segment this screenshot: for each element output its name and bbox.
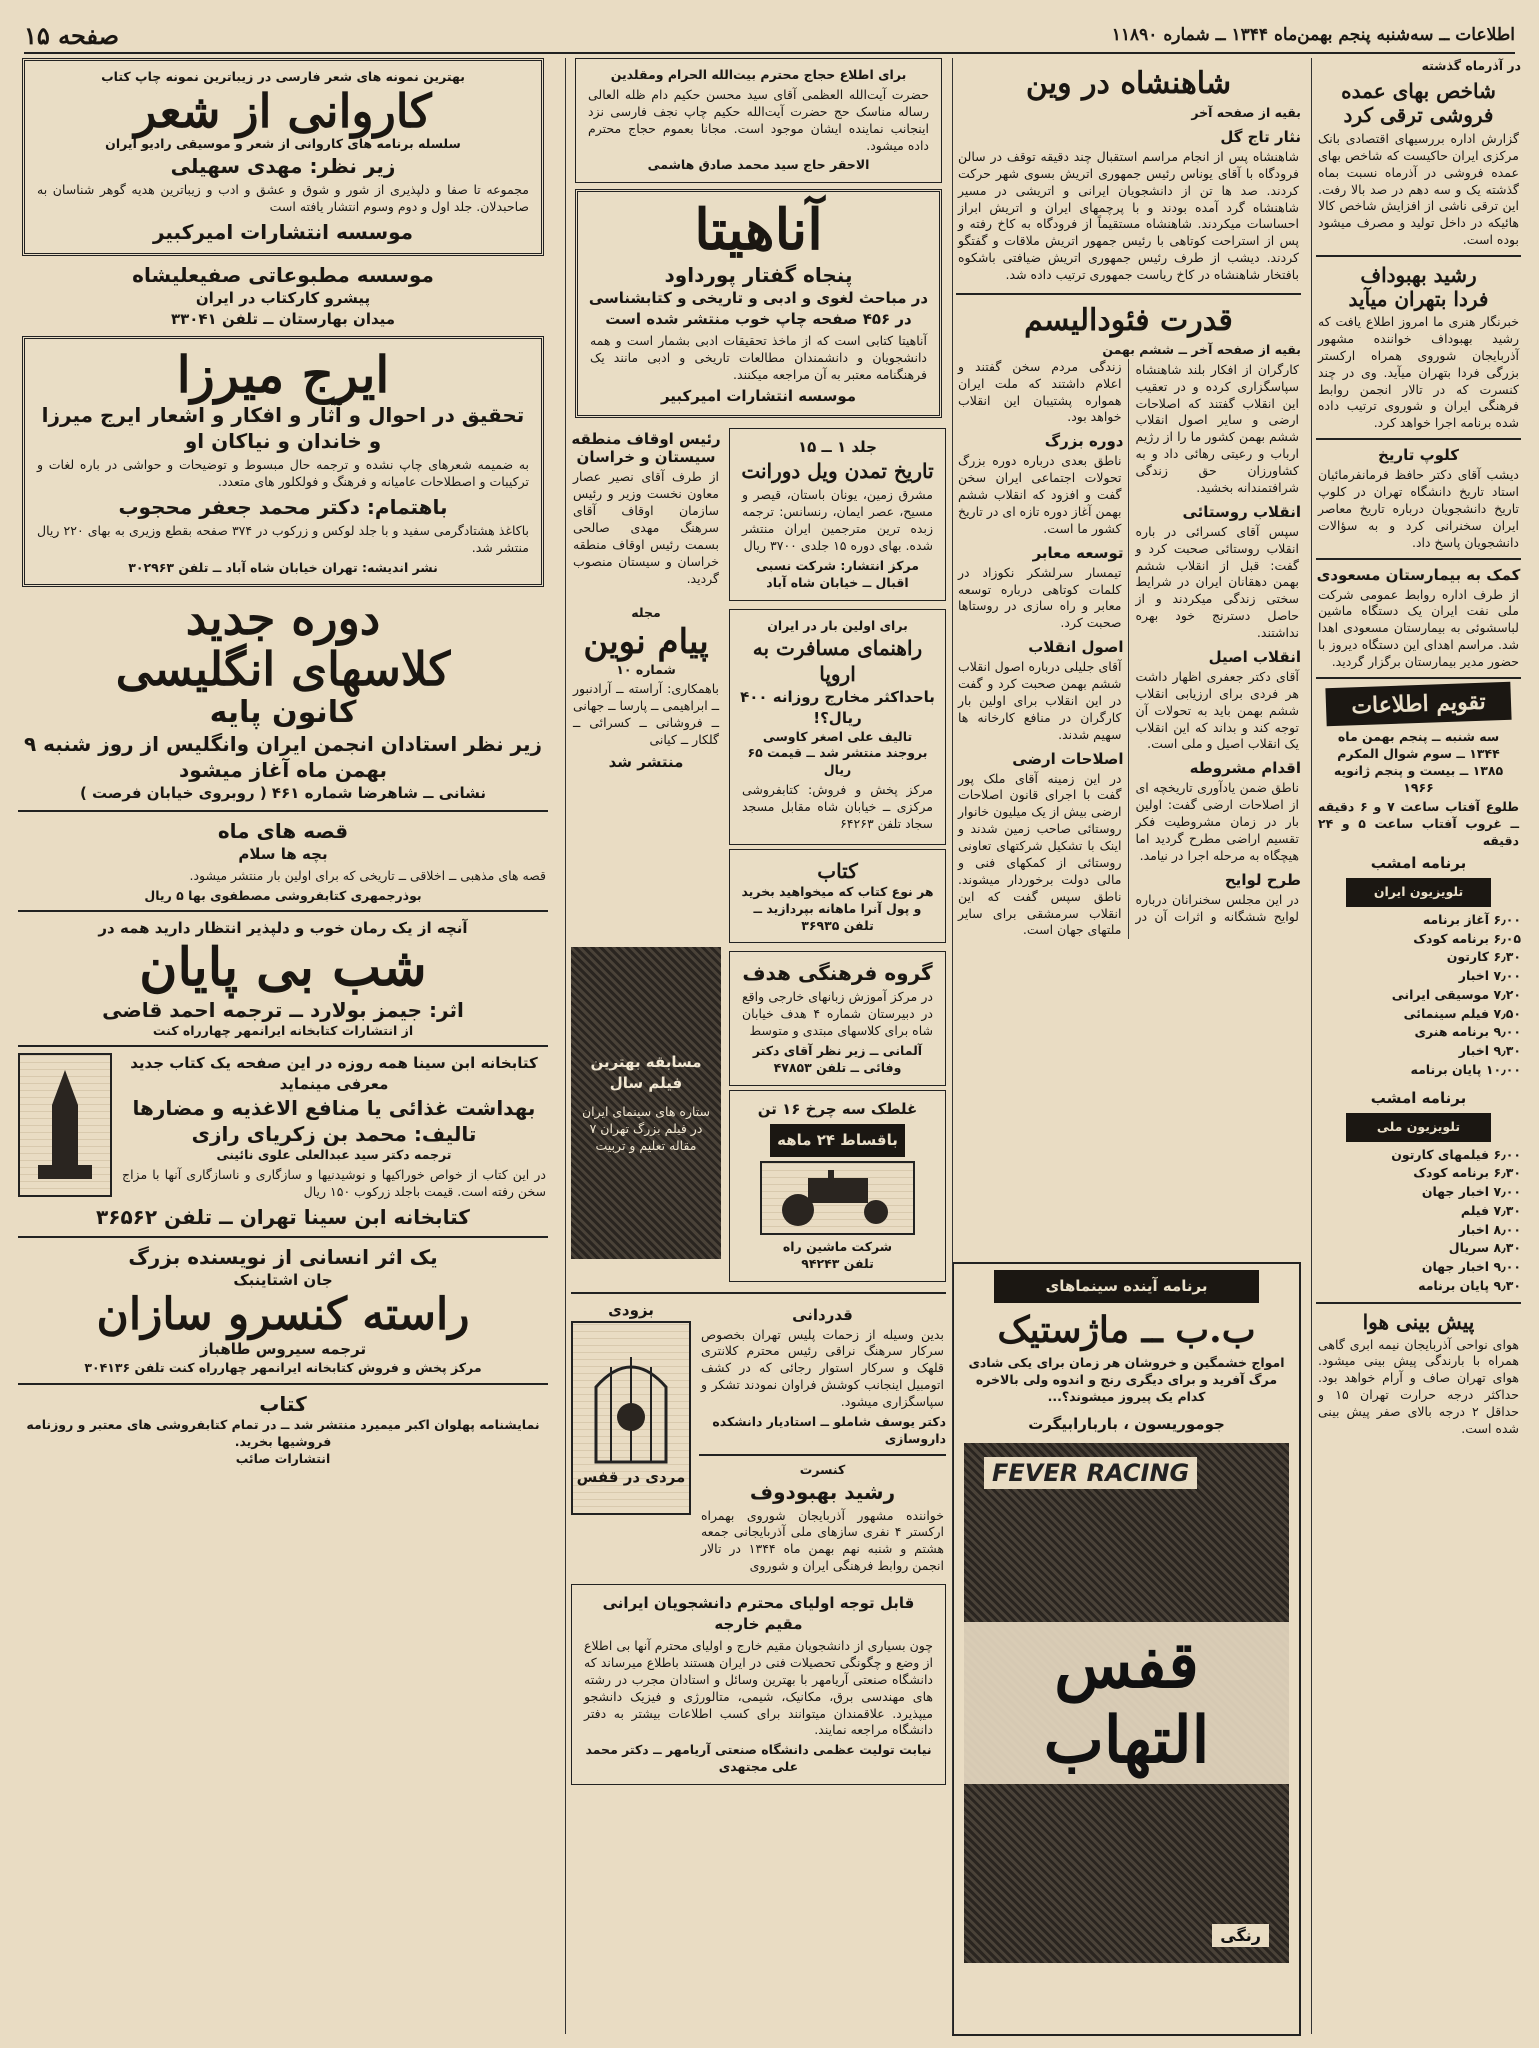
avicenna-address: کتابخانه ابن سینا تهران ــ تلفن ۳۶۵۶۲ (96, 1205, 470, 1230)
book-body: هر نوع کتاب که میخواهید بخرید و پول آنرا ماهانه بپردازید ــ تلفن ۳۶۹۳۵ (741, 883, 934, 933)
payam-label: مجله (631, 604, 661, 620)
payam-issue: شماره ۱۰ (616, 661, 676, 677)
divider (956, 293, 1301, 295)
schedule-item: ۹٫۳۰ پایان برنامه (1418, 1277, 1521, 1293)
schedule-item: ۶٫۳۰ برنامه کودک (1413, 1165, 1521, 1181)
europe-kicker: برای اولین بار در ایران (767, 617, 908, 633)
drama-ad (18, 1391, 548, 1468)
payam-contributors: باهمکاری: آراسته ــ آرادنبور ــ ابراهیمی ــ پارسا ــ جهانی ــ فروشانی ــ کسرائی ــ گلکار ــ کیانی (573, 681, 719, 748)
divider (699, 1454, 946, 1456)
divider (1316, 677, 1521, 679)
almanac-banner: تقویم اطلاعات (1325, 682, 1511, 726)
steinbeck-translator: ترجمه سیروس طاهباز (199, 1340, 367, 1359)
divider (18, 1045, 548, 1047)
schedule-item: ۶٫۳۰ کارتون (1446, 949, 1521, 965)
europe-address: مرکز پخش و فروش: کتابفروشی مرکزی ــ خیابان شاه مقابل مسجد سجاد تلفن ۶۴۲۶۳ (742, 782, 933, 831)
concert-body: خواننده مشهور آذربایجان شوروی بهمراه ارکستر ۴ نفری سازهای ملی آذربایجانی جمعه هشتم و شنبه نهم بهمن ماه ۱۳۴۴ در تالار انجمن روابط فرهنگی ایران و شوروی (701, 1507, 944, 1574)
stories-publisher: بوذرجمهری کتابفروشی مصطفوی بها ۵ ریال (144, 887, 422, 903)
english-address: نشانی ــ شاهرضا شماره ۴۶۱ ( روبروی خیابان فرصت ) (79, 783, 487, 802)
iraj-title: ایرج میرزا (176, 345, 390, 405)
feudal-subhead: اقدام مشروطه (1189, 759, 1301, 778)
column-rule (1311, 58, 1312, 2034)
schedule-item: ۷٫۲۰ موسیقی ایرانی (1391, 986, 1521, 1002)
iraj-address: نشر اندیشه: تهران خیابان شاه آباد ــ تلفن ۳۰۲۹۶۳ (128, 559, 438, 575)
feudal-paragraph: تیمسار سرلشکر نکوزاد در کلمات کوتاهی درباره توسعه معابر و راه سازی در روستاها صحبت کرد. (958, 564, 1122, 631)
price-index-headline: شاخص بهای عمده فروشی ترقی کرد (1341, 78, 1496, 127)
gratitude-body: بدین وسیله از زحمات پلیس تهران بخصوص سرکار سرهنگ نراقی رئیس محترم کلانتری قلهک و سرکار استوار رجائی که در کشف اتومبیل اینجانب کوشش فراوان نمودند تشکر و سپاسگزاری میشود. (701, 1326, 944, 1410)
header-dateline: اطلاعات ــ سه‌شنبه پنجم بهمن‌ماه ۱۳۴۴ ــ شماره ۱۱۸۹۰ (1111, 25, 1515, 45)
almanac-line: ۱۹۶۶ (1403, 779, 1434, 795)
cinema-tagline: امواج خشمگین و خروشان هر زمان برای یکی شادی مرگ آفرید و برای دیگری رنج و اندوه ولی بالاخره کدام یک پیروز میشوند؟... (968, 1355, 1285, 1404)
tv1-logo: تلویزیون ایران (1346, 878, 1491, 907)
cage-illustration (571, 1321, 691, 1515)
concert-label: کنسرت (799, 1461, 846, 1477)
avicenna-monument-image (18, 1053, 112, 1197)
feudal-subhead: طرح لوایح (1224, 870, 1301, 889)
schedule-item: ۹٫۳۰ اخبار (1458, 1043, 1521, 1059)
poetry-body: مجموعه تا صفا و دلپذیری از شور و شوق و عشق و ادب و زیباترین هدیه گوهر شناسان به صاحبدلان. جلد اول و دوم وسوم انتشار یافته است (37, 182, 529, 215)
avicenna-kicker: کتابخانه ابن سینا همه روزه در این صفحه یک کتاب جدید معرفی مینماید (130, 1054, 538, 1094)
iraj-author: باهتمام: دکتر محمد جعفر محجوب (118, 494, 448, 519)
schedule-item: ۸٫۳۰ سریال (1448, 1240, 1521, 1256)
feudal-paragraph: آقای جلیلی درباره اصول انقلاب ششم بهمن صحبت کرد و گفت در این انقلاب برای اولین بار کارگران در منافع کارخانه ها سهیم شدند. (958, 659, 1122, 742)
roller-title: غلطک سه چرخ ۱۶ تن (757, 1099, 918, 1118)
school-ad (729, 951, 946, 1085)
flower-kicker: بقیه از صفحه آخر (1191, 105, 1301, 120)
cinema-names: ب.ب ــ ماژستیک (997, 1309, 1256, 1351)
feudal-subhead: دوره بزرگ (1044, 432, 1124, 451)
novel-publisher: از انتشارات کتابخانه ایرانمهر چهارراه کنت (152, 1022, 414, 1038)
anahita-title: آناهیتا (694, 197, 823, 264)
anahita-desc: آناهیتا کتابی است که از ماخذ تحقیقات ادبی بشمار است و همه دانشجویان و دانشمندان مطالعات تاریخی و ادبی مانند یک فرهنگنامه معتبر به آن مراجعه میکنند. (590, 332, 927, 382)
feudal-body: کارگران از افکار بلند شاهنشاه سپاسگزاری کرده و در تعقیب این انقلاب گفتند که اصلاحات ارضی و سایر اصول انقلاب ششم بهمن کشور ما را از رژیم ارباب و رعیتی رهائی داد و به کشاورزان حق زندگی شرافتمندانه بخشید. (1135, 361, 1299, 495)
almanac-line: ۱۳۴۴ ــ سوم شوال المکرم (1337, 745, 1500, 761)
divider (1316, 558, 1521, 560)
avicenna-book: بهداشت غذائی یا منافع الاغذیه و مضارها (132, 1096, 536, 1121)
stories-ad (18, 818, 548, 905)
drama-body: نمایشنامه پهلوان اکبر میمیرد منتشر شد ــ در تمام کتابفروشی های معتبر و روزنامه فروشیها بخرید. (26, 1417, 540, 1450)
cinema-cast: جوموریسون ، باربارابیگرت (1028, 1414, 1225, 1433)
hajj-signature: الاحقر حاج سید محمد صادق هاشمی (647, 157, 870, 173)
hajj-title: برای اطلاع حجاج محترم بیت‌الله الحرام ومقلدین (610, 67, 907, 82)
almanac-line: سه شنبه ــ پنجم بهمن ماه (1337, 728, 1500, 744)
english-title-2: کلاسهای انگلیسی (115, 642, 451, 697)
road-roller-image (760, 1161, 915, 1235)
feudal-kicker: بقیه از صفحه آخر ــ ششم بهمن (1102, 341, 1301, 357)
birdcage-icon (586, 1347, 676, 1467)
europe-subtitle: باحداکثر مخارج روزانه ۴۰۰ ریال؟! (740, 687, 935, 727)
schedule-item: ۶٫۰۰ آغاز برنامه (1422, 911, 1521, 927)
club-headline: کلوپ تاریخ (1378, 446, 1459, 465)
column-news-right (1316, 58, 1521, 2034)
divider (18, 1236, 548, 1238)
endowment-headline: رئیس اوقاف منطقه سیستان و خراسان (571, 430, 721, 467)
feudal-paragraph: در این زمینه آقای ملک پور گفت با اجرای قانون اصلاحات ارضی بیش از یک میلیون خانوار روستائی صاحب زمین شدند و اینک با تشکیل شرکتهای تعاونی روستائی از کمکهای فنی و مالی دولت برخوردار میشوند. ناطق سپس گفت که این انقلاب سرمشقی برای سایر ملتهای جهان است. (958, 770, 1122, 938)
schedule-item: ۶٫۰۵ برنامه کودک (1413, 930, 1521, 946)
schedule-item: ۷٫۰۰ اخبار (1458, 968, 1521, 984)
anahita-subtitle: پنجاه گفتار پورداود (664, 262, 853, 287)
steinbeck-author: جان اشتاینبک (233, 1271, 333, 1290)
column-ads-middle (571, 58, 946, 2034)
gratitude-signature: دکتر یوسف شاملو ــ استادیار دانشکده داروسازی (712, 1413, 946, 1446)
film-contest-poster (571, 947, 721, 1259)
europe-guide-ad (729, 609, 946, 845)
cinema-ad (952, 1262, 1301, 2036)
feudal-subhead: انقلاب اصیل (1208, 647, 1301, 666)
poetry-subtitle: سلسله برنامه های کاروانی از شعر و موسیقی رادیو ایران (105, 136, 461, 152)
iraj-body: به ضمیمه شعرهای چاپ نشده و ترجمه حال مبسوط و توضیحات و حواشی در باره لغات و ترکیبات و اصطلاحات عامیانه و فرهنگ و فولکلور های متعدد. (37, 457, 529, 489)
price-index-kicker: در آذرماه گذشته (1421, 58, 1521, 73)
avicenna-translator: ترجمه دکتر سید عبدالعلی علوی نائینی (216, 1147, 452, 1163)
stories-title: قصه های ماه (217, 818, 349, 843)
anahita-body: در مباحث لغوی و ادبی و تاریخی و کتابشناسی در ۴۵۶ صفحه چاپ خوب منتشر شده است (588, 288, 929, 328)
steinbeck-address: مرکز پخش و فروش کتابخانه ایرانمهر چهارراه کنت تلفن ۳۰۴۱۳۶ (84, 1360, 482, 1376)
payam-status: منتشر شد (608, 752, 684, 771)
feudal-headline: قدرت فئودالیسم (1024, 302, 1233, 338)
monument-icon (30, 1065, 100, 1185)
schedule-item: ۷٫۰۰ اخبار جهان (1421, 1184, 1521, 1199)
history-address: مرکز انتشار: شرکت نسبی اقبال ــ خیابان شاه آباد (755, 557, 920, 590)
english-title-1: دوره جدید (185, 591, 381, 646)
feudal-subhead: انقلاب روستائی (1182, 502, 1301, 521)
film-poster-image (964, 1443, 1289, 1963)
divider (18, 910, 548, 912)
column-ads-left (18, 58, 548, 2034)
europe-title: راهنمای مسافرت به اروپا (752, 635, 923, 686)
iraj-price: باکاغذ هشتادگرمی سفید و با جلد لوکس و زرکوب در ۳۷۴ صفحه بقطع وزیری به بهای ۲۲۰ ریال منتشر شد. (37, 522, 529, 555)
tv1-schedule (1316, 911, 1521, 1080)
school-body: در مرکز آموزش زبانهای خارجی واقع در دبیرستان شماره ۴ هدف خیابان شاه برای کلاسهای مبتدی و متوسط (742, 989, 933, 1039)
cinema-banner: برنامه آینده سینماهای (994, 1270, 1259, 1303)
english-classes-ad (18, 593, 548, 803)
schedule-item: ۸٫۰۰ اخبار (1458, 1221, 1521, 1237)
behboudov-headline-2: فردا بتهران میآید (1348, 287, 1489, 311)
roller-phone: تلفن ۹۴۲۴۳ (801, 1255, 874, 1271)
concert-artist: رشید بهبودوف (749, 1479, 896, 1504)
almanac-sun-times: طلوع آفتاب ساعت ۷ و ۶ دقیقه ــ غروب آفتاب ساعت ۵ و ۲۴ دقیقه (1318, 799, 1519, 849)
hajj-notice (575, 58, 942, 183)
steinbeck-ad (18, 1244, 548, 1377)
price-index-body: گزارش اداره بررسیهای اقتصادی بانک مرکزی ایران حاکیست که شاخص بهای عمده فروشی در آذرماه نسبت بماه گذشته یک و سه دهم در صد بالا رفت. این ترقی ناشی از افزایش شاخص کالا هائیکه در داخل تولید و مصرف میشود بوده است. (1318, 130, 1519, 248)
film-color-badge: رنگی (1212, 1924, 1269, 1947)
book-title: کتاب (817, 858, 858, 883)
divider (18, 1383, 548, 1385)
feudal-paragraph: سپس آقای کسرائی در باره انقلاب روستائی صحبت کرد و گفت: قبل از انقلاب ششم بهمن دهقانان ایران در شرایط سختی زندگی میکردند و از حاصل دسترنج خود بهره نداشتند. (1135, 523, 1299, 640)
hajj-body: حضرت آیت‌الله العظمی آقای سید محسن حکیم دام ظله العالی رساله مناسک حج حضرت آیت‌الله حکیم چاپ نجف فارسی نزد اینجانب نماینده ایشان موجود است. مجانا بعموم حجاج محترم داده میشود. (588, 86, 929, 153)
feudal-paragraph: ناطق بعدی درباره دوره بزرگ تحولات اجتماعی ایران سخن گفت و افزود که انقلاب ششم بهمن آغاز دوره تازه ای در تاریخ کشور ما است. (958, 453, 1122, 536)
history-title: تاریخ تمدن ویل دورانت (741, 459, 934, 484)
safi-subtitle: پیشرو کارکتاب در ایران (195, 289, 371, 308)
divider (1316, 438, 1521, 440)
feudal-paragraph: در این مجلس سخنرانان درباره لوایح ششگانه و اثرات آن در زندگی مردم سخن گفتند و اعلام داشتند که ملت ایران همواره پشتیبان این انقلاب خواهد بود. (958, 358, 1299, 924)
schedule-item: ۹٫۰۰ اخبار جهان (1421, 1259, 1521, 1274)
avicenna-ad (18, 1053, 548, 1204)
payam-title: پیام نوین (583, 621, 709, 662)
school-title: گروه فرهنگی هدف (742, 961, 933, 986)
hospital-headline: کمک به بیمارستان مسعودی (1316, 565, 1521, 584)
schedule-item: ۹٫۰۰ برنامه هنری (1414, 1024, 1521, 1040)
anahita-ad (575, 189, 942, 418)
feudal-paragraph: آقای دکتر جعفری اظهار داشت هر فردی برای ارزیابی انقلاب ششم بهمن باید به تحولات آن توجه کند و بداند که این انقلاب یک انقلاب اصیل و ملی است. (1135, 668, 1299, 752)
safi-title: موسسه مطبوعاتی صفیعلیشاه (132, 263, 434, 288)
flower-headline: نثار تاج گل (1220, 127, 1301, 146)
poetry-publisher: موسسه انتشارات امیرکبیر (152, 220, 414, 245)
club-body: دیشب آقای دکتر حافظ فرمانفرمائیان استاد تاریخ دانشگاه تهران در کلوپ تاریخ دانشجویان درباره تاریخ معاصر ایران سخنرانی کرد و به سؤالات دانشجویان پاسخ داد. (1318, 467, 1519, 550)
iraj-subtitle: تحقیق در احوال و آثار و افکار و اشعار ایرج میرزا و خاندان و نیاکان او (41, 403, 525, 454)
history-body: مشرق زمین، یونان باستان، قیصر و مسیح، عصر ایمان، رنسانس: ترجمه زبده ترین مترجمین ایران منتشر شده. بهای دوره ۱۵ جلدی ۳۷۰۰ ریال (742, 487, 933, 554)
safi-ad (18, 262, 548, 330)
tonight-program-label-2: برنامه امشب (1370, 1088, 1467, 1107)
steinbeck-title: راسته کنسرو سازان (96, 1289, 470, 1341)
novel-kicker: آنچه از یک رمان خوب و دلپذیر انتظار دارید همه در (98, 919, 468, 938)
column-rule (565, 58, 566, 2034)
schedule-item: ۶٫۰۰ فیلمهای کارتون (1391, 1146, 1521, 1162)
book-installment-ad (729, 849, 946, 944)
gratitude-title: قدردانی (792, 1305, 853, 1324)
roller-company: شرکت ماشین راه (782, 1238, 893, 1254)
divider (18, 810, 548, 812)
road-roller-icon (768, 1168, 908, 1228)
novel-title: شب بی پایان (139, 937, 427, 999)
novel-ad (18, 918, 548, 1039)
english-body: زیر نظر استادان انجمن ایران وانگلیس از روز شنبه ۹ بهمن ماه آغاز میشود (23, 731, 543, 782)
tv2-schedule (1316, 1146, 1521, 1296)
film-title: قفس التهاب (964, 1622, 1289, 1784)
shah-body: شاهنشاه پس از انجام مراسم استقبال چند دقیقه توقف در سالن فرودگاه با آقای یوناس رئیس جمهوری اتریش بسوی شهر حرکت کردند. صد ها تن از دانشجویان ایرانی و اتریشی در مسیر شاهنشاه گرد آمده بودند و با پرچمهای ایران و اتریش ابراز احساسات میکردند. شاهنشاه مستقیماً از فرودگاه به کاخ رفته و پس از استراحت کوتاهی با رئیس جمهور اتریش ملاقات و گفتگو کردند. دیشب از طرف رئیس جمهوری اتریش ضیافتی باشکوه بافتخار شاهنشاه در کاخ ریاست جمهوری ترتیب داده شد. (958, 148, 1299, 282)
contest-body: ستاره های سینمای ایران در فیلم بزرگ تهران ۷ مقاله تعلیم و تربیت (581, 1104, 711, 1153)
students-title: قابل توجه اولیای محترم دانشجویان ایرانی مقیم خارجه (602, 1594, 915, 1634)
cage-film-title: مردی در قفس (576, 1468, 686, 1487)
history-volumes: جلد ۱ ــ ۱۵ (798, 438, 877, 457)
anahita-publisher: موسسه انتشارات امیرکبیر (660, 387, 857, 406)
hospital-body: از طرف اداره روابط عمومی شرکت ملی نفت ایران یک دستگاه ماشین لباسشوئی به بیمارستان مسعودی اهدا شد. مراسم اهدای این دستگاه دیروز با حضور مدیر بیمارستان برگزار گردید. (1318, 586, 1519, 669)
iraj-ad (22, 336, 544, 587)
poetry-title: کاروانی از شعر (134, 83, 432, 138)
history-ad (729, 428, 946, 600)
weather-headline: پیش بینی هوا (1362, 1309, 1475, 1334)
poetry-editor: زیر نظر: مهدی سهیلی (170, 154, 396, 179)
endowment-body: از طرف آقای نصیر عصار معاون نخست وزیر و رئیس سازمان اوقاف آقای سرهنگ مهدی صالحی بسمت رئیس اوقاف منطقه خراسان و سیستان منصوب گردید. (573, 469, 719, 586)
contest-title: مسابقه بهترین فیلم سال (590, 1053, 702, 1093)
divider (571, 1292, 946, 1294)
behboudov-headline-1: رشید بهبوداف (1360, 263, 1477, 287)
safi-address: میدان بهارستان ــ تلفن ۳۳۰۴۱ (170, 310, 396, 329)
shah-headline: شاهنشاه در وین (1025, 66, 1232, 101)
schedule-item: ۷٫۳۰ فیلم (1460, 1202, 1521, 1218)
stories-body: قصه های مذهبی ــ اخلاقی ــ تاریخی که برای اولین بار منتشر میشود. (189, 867, 546, 883)
weather-body: هوای نواحی آذربایجان نیمه ابری گاهی همراه با بارندگی پیش بینی میشود. هوای تهران صاف و آرام خواهد بود. حداکثر درجه حرارت تهران ۱۵ و حداقل ۲ درجه بالای صفر پیش بینی شده است. (1318, 1336, 1520, 1436)
divider (1316, 255, 1521, 257)
schedule-item: ۷٫۵۰ فیلم سینمائی (1403, 1005, 1521, 1021)
steinbeck-kicker: یک اثر انسانی از نویسنده بزرگ (128, 1245, 438, 1270)
students-notice (571, 1584, 946, 1785)
feudal-paragraph: ناطق ضمن یادآوری تاریخچه ای از اصلاحات ارضی گفت: اولین بار در زمان مشروطیت فکر تقسیم اراضی مطرح گردید اما هیچگاه به مرحله اجرا در نیامد. (1135, 780, 1299, 863)
school-language: آلمانی ــ زیر نظر آقای دکتر وفائی ــ تلفن ۴۷۸۵۳ (752, 1043, 923, 1075)
poetry-ad (22, 58, 544, 256)
roller-ad (729, 1090, 946, 1282)
europe-author: تالیف علی اصغر کاوسی بروجند منتشر شد ــ قیمت ۶۵ ریال (747, 728, 928, 778)
avicenna-author: تالیف: محمد بن زکریای رازی (191, 1122, 477, 1147)
drama-title: کتاب (259, 1392, 307, 1417)
stories-subtitle: بچه ها سلام (238, 844, 328, 863)
roller-installment: باقساط ۲۴ ماهه (770, 1124, 905, 1157)
tv2-logo: تلویزیون ملی (1346, 1113, 1491, 1142)
page-number: صفحه ۱۵ (24, 20, 120, 50)
divider (1316, 1302, 1521, 1304)
feudal-subhead: اصلاحات ارضی (1012, 749, 1124, 768)
column-rule (952, 58, 953, 2034)
feudal-subhead: توسعه معابر (1032, 543, 1124, 562)
students-body: چون بسیاری از دانشجویان مقیم خارج و اولیای محترم آنها بی اطلاع از وضع و چگونگی تحصیلات فنی در ایران هستند باطلاع میرساند که دانشگاه صنعتی آریامهر با بهترین وسائل و استادان مجرب در رشته های مهندسی برق، مکانیک، شیمی، متالورژی و فیزیک دانشجو میپذیرد. علاقمندان میتوانند برای کسب اطلاعات بیشتر به دفتر دانشگاه مراجعه نمایند. (584, 1638, 933, 1738)
feudal-subhead: اصول انقلاب (1028, 638, 1124, 657)
tonight-program-label: برنامه امشب (1370, 854, 1467, 872)
poetry-kicker: بهترین نمونه های شعر فارسی در زیباترین نمونه چاپ کتاب (101, 69, 465, 84)
behboudov-body: خبرنگار هنری ما امروز اطلاع یافت که رشید بهبوداف خواننده مشهور آذربایجان شوروی همراه ارکستر بزرگی فردا بتهران میآید. وی در چند کنسرت که در تالار انجمن روابط فرهنگی ایران و شوروی ترتیب داده شده برنامه اجرا خواهد کرد. (1318, 314, 1519, 431)
schedule-item: ۱۰٫۰۰ پایان برنامه (1410, 1061, 1521, 1077)
drama-publisher: انتشارات صائب (235, 1451, 331, 1467)
novel-author: اثر: جیمز بولارد ــ ترجمه احمد قاضی (102, 997, 464, 1022)
students-signature: نیابت تولیت عظمی دانشگاه صنعتی آریامهر ــ دکتر محمد علی مجتهدی (585, 1742, 932, 1775)
avicenna-body: در این کتاب از خواص خوراکیها و نوشیدنیها و سازگاری و ناسازگاری آنها با مزاج سخن رفته است. قیمت باجلد زرکوب ۱۵۰ ریال (122, 1167, 546, 1200)
page-header (24, 18, 1515, 54)
english-school: کانون پایه (209, 694, 357, 730)
coming-soon: بزودی (608, 1300, 654, 1319)
film-english-title: FEVER RACING (984, 1457, 1197, 1489)
almanac-line: ۱۳۸۵ ــ بیست و پنجم ژانویه (1333, 762, 1504, 778)
